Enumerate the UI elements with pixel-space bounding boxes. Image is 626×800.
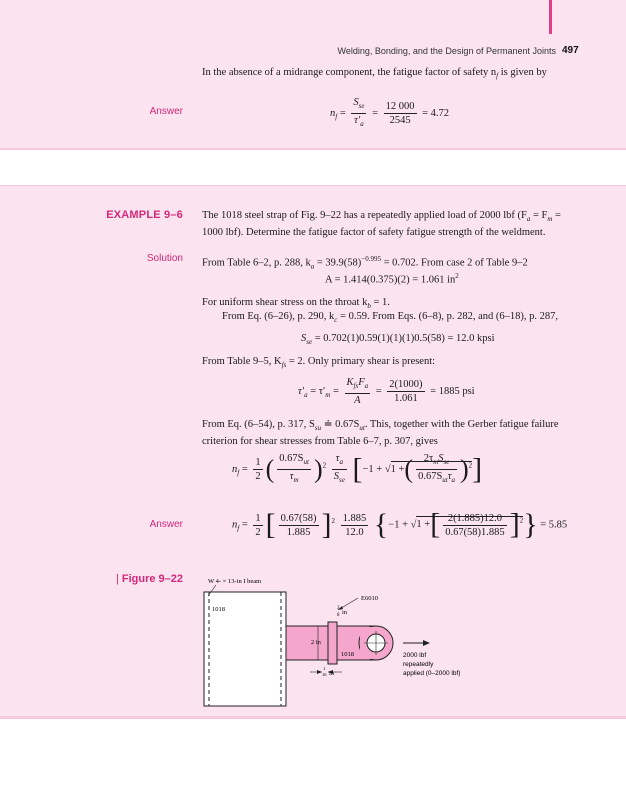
svg-text:8: 8	[337, 613, 340, 618]
svg-text:applied (0–2000 lbf): applied (0–2000 lbf)	[403, 670, 461, 677]
page-number: 497	[562, 45, 579, 56]
answer-label: Answer	[149, 519, 183, 530]
final-equation: $n_f$ = $\frac{1}{2}$ [ $\frac{0.67(58)}{1.885}$ ]$^2$ $\frac{1.885}{12.0}$ {−1 + √1 +[ $\frac{2(1.885)12.0}{0.67(58)1.885}$ ]$^2$} = 5.85	[232, 508, 568, 541]
shear-stress-equation: $\tau'_a = \tau'_m$ = $\frac{K_{fs}F_a}{A}$ = $\frac{2(1000)}{1.061}$ = 1885 psi	[298, 377, 475, 407]
divider	[0, 716, 626, 719]
svg-text:repeatedly: repeatedly	[403, 661, 434, 668]
weld	[328, 622, 337, 664]
svg-text:1: 1	[323, 666, 326, 671]
header-bar	[549, 0, 552, 34]
solution-line-2: For uniform shear stress on the throat $k_b = 1$.	[202, 297, 390, 311]
endurance-equation: $S_{se} = 0.702(1)0.59(1)(1)(1)0.5(58) = 12.0$ kpsi	[301, 333, 495, 347]
solution-line-4: From Table 9–5, $K_{fs} = 2$. Only primary shear is present:	[202, 356, 436, 370]
weld-size-label: in	[342, 609, 348, 616]
solution-line-5: From Eq. (6–54), p. 317, $S_{su}$ ≐ $0.67S_{ut}$. This, together with the Gerber fatigue failure criterion for shear stresses from Table 6–7, p. 307, gives	[202, 419, 559, 448]
safety-factor-equation: $n_f$ = $\frac{S_{se}}{\tau'_a}$ = $\frac{12 000}{2545}$ = 4.72	[330, 97, 450, 129]
load-label: 2000 lbf	[403, 652, 427, 659]
solution-line-3: From Eq. (6–26), p. 290, $k_c = 0.59$. From Eqs. (6–8), p. 282, and (6–18), p. 287,	[222, 311, 558, 325]
example-label: EXAMPLE 9–6	[106, 209, 183, 221]
solution-label: Solution	[146, 253, 183, 264]
solution-line-1: From Table 6–2, p. 288, $k_a = 39.9(58)^{-0.995} = 0.702$. From case 2 of Table 9–2	[202, 255, 528, 271]
beam-label: W 4- × 13-in I beam	[208, 578, 262, 585]
svg-text:16: 16	[322, 672, 327, 677]
length-label: 2 in	[311, 639, 321, 646]
gerber-equation: $n_f$ = $\frac{1}{2}$ ( $\frac{0.67S_{ut}}{\tau_m}$ )$^2$ $\frac{\tau_a}{S_{se}}$ [−1 + √1 +( $\frac{2\tau_mS_{se}}{0.67S_{ut}\tau_a}$ )$^2$]	[232, 452, 483, 486]
electrode-label: E6010	[361, 595, 378, 602]
thickness-label: in	[329, 670, 335, 677]
strap-material: 1018	[341, 651, 354, 658]
example-statement: The 1018 steel strap of Fig. 9–22 has a repeatedly applied load of 2000 lbf ($F_a = F_m = 1000$ lbf). Determine the fatigue factor of safety fatigue strength of the weldment.	[202, 210, 561, 239]
figure-label: | Figure 9–22	[115, 573, 183, 585]
divider	[0, 148, 626, 150]
intro-text: In the absence of a midrange component, the fatigue factor of safety $n_f$ is given by	[202, 67, 547, 81]
answer-label: Answer	[149, 106, 183, 117]
running-title: Welding, Bonding, and the Design of Permanent Joints	[337, 46, 556, 56]
area-equation: A = 1.414(0.375)(2) = 1.061 $in^2$	[325, 272, 459, 286]
beam-material: 1018	[212, 606, 225, 613]
weldment-figure	[198, 574, 498, 714]
svg-text:3: 3	[337, 606, 340, 611]
